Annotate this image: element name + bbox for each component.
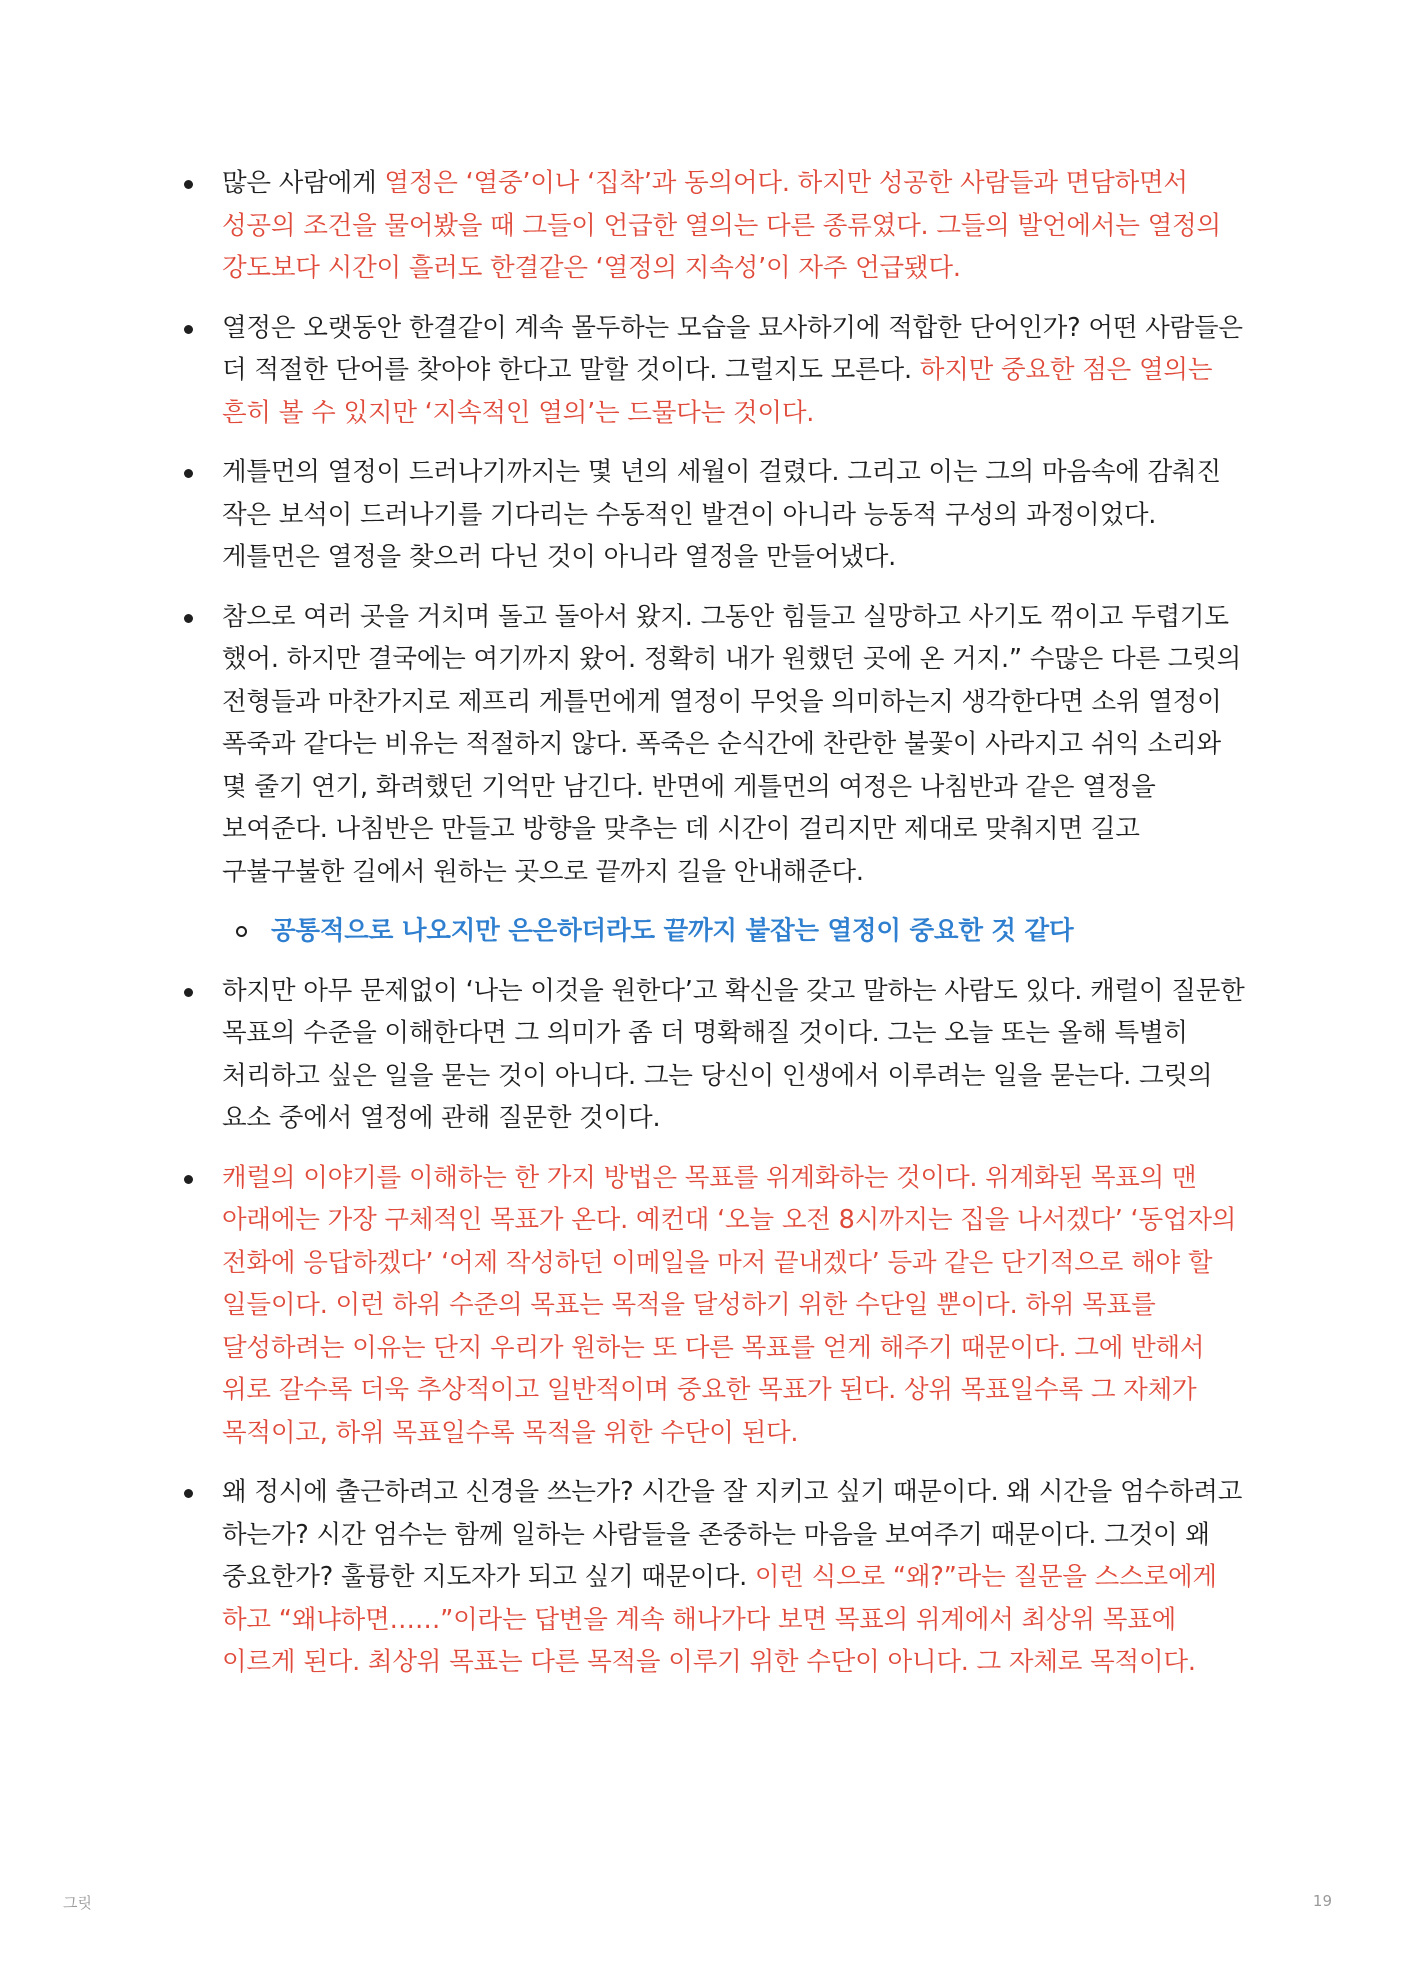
page-content — [170, 162, 1250, 1701]
bullet-list — [170, 162, 1250, 893]
page-number: 19 — [1312, 1892, 1332, 1910]
list-item — [170, 970, 1250, 1140]
highlighted-text: 열정은 ‘열중’이나 ‘집착’과 동의어다. 하지만 성공한 사람들과 면담하면서 성공의 조건을 물어봤을 때 그들이 언급한 열의는 다른 종류였다. 그들의 발언에서는 열정의 강도보다 시간이 흘러도 한결같은 ‘열정의 지속성’이 자주 언급됐다. — [222, 168, 1221, 283]
list-item — [170, 596, 1250, 894]
list-item — [170, 1157, 1250, 1455]
note-text: 공통적으로 나오지만 은은하더라도 끝까지 붙잡는 열정이 중요한 것 같다 — [271, 916, 1074, 946]
bullet-text: 하지만 아무 문제없이 ‘나는 이것을 원한다’고 확신을 갖고 말하는 사람도 있다. 캐럴이 질문한 목표의 수준을 이해한다면 그 의미가 좀 더 명확해질 것이다. 그는 오늘 또는 올해 특별히 처리하고 싶은 일을 묻는 것이 아니다. 그는 당신이 인생에서 이루려는 일을 묻는다. 그릿의 요소 중에서 열정에 관해 질문한 것이다. — [222, 975, 1245, 1133]
list-item — [170, 1471, 1250, 1684]
sub-list-item — [170, 910, 1250, 953]
list-item — [170, 162, 1250, 290]
bullet-text: 참으로 여러 곳을 거치며 돌고 돌아서 왔지. 그동안 힘들고 실망하고 사기도 꺾이고 두렵기도 했어. 하지만 결국에는 여기까지 왔어. 정확히 내가 원했던 곳에 온 거지.” 수많은 다른 그릿의 전형들과 마찬가지로 제프리 게틀먼에게 열정이 무엇을 의미하는지 생각한다면 소위 열정이 폭죽과 같다는 비유는 적절하지 않다. 폭죽은 순식간에 찬란한 불꽃이 사라지고 쉬익 소리와 몇 줄기 연기, 화려했던 기억만 남긴다. 반면에 게틀먼의 여정은 나침반과 같은 열정을 보여준다. 나침반은 만들고 방향을 맞추는 데 시간이 걸리지만 제대로 맞춰지면 길고 구불구불한 길에서 원하는 곳으로 끝까지 길을 안내해준다. — [222, 601, 1242, 887]
footer-book-title: 그릿 — [63, 1894, 92, 1912]
bullet-text: 많은 사람에게 — [222, 168, 385, 198]
highlighted-text: 캐럴의 이야기를 이해하는 한 가지 방법은 목표를 위계화하는 것이다. 위계화된 목표의 맨 아래에는 가장 구체적인 목표가 온다. 예컨대 ‘오늘 오전 8시까지는 집을 나서겠다’ ‘동업자의 전화에 응답하겠다’ ‘어제 작성하던 이메일을 마저 끝내겠다’ 등과 같은 단기적으로 해야 할 일들이다. 이런 하위 수준의 목표는 목적을 달성하기 위한 수단일 뿐이다. 하위 목표를 달성하려는 이유는 단지 우리가 원하는 또 다른 목표를 얻게 해주기 때문이다. 그에 반해서 위로 갈수록 더욱 추상적이고 일반적이며 중요한 목표가 된다. 상위 목표일수록 그 자체가 목적이고, 하위 목표일수록 목적을 위한 수단이 된다. — [222, 1162, 1237, 1448]
sub-list — [170, 910, 1250, 953]
highlighted-text: 이런 식으로 “왜?”라는 질문을 스스로에게 하고 “왜냐하면……”이라는 답변을 계속 해나가다 보면 목표의 위계에서 최상위 목표에 이르게 된다. 최상위 목표는 다른 목적을 이루기 위한 수단이 아니다. 그 자체로 목적이다. — [222, 1562, 1217, 1677]
bullet-text: 왜 정시에 출근하려고 신경을 쓰는가? 시간을 잘 지키고 싶기 때문이다. 왜 시간을 엄수하려고 하는가? 시간 엄수는 함께 일하는 사람들을 존중하는 마음을 보여주기 때문이다. 그것이 왜 중요한가? 훌륭한 지도자가 되고 싶기 때문이다. — [222, 1477, 1243, 1592]
bullet-text: 게틀먼의 열정이 드러나기까지는 몇 년의 세월이 걸렸다. 그리고 이는 그의 마음속에 감춰진 작은 보석이 드러나기를 기다리는 수동적인 발견이 아니라 능동적 구성의 과정이었다. 게틀먼은 열정을 찾으러 다닌 것이 아니라 열정을 만들어냈다. — [222, 457, 1221, 572]
highlighted-text: 하지만 중요한 점은 열의는 흔히 볼 수 있지만 ‘지속적인 열의’는 드물다는 것이다. — [222, 355, 1213, 428]
bullet-text: 열정은 오랫동안 한결같이 계속 몰두하는 모습을 묘사하기에 적합한 단어인가? 어떤 사람들은 더 적절한 단어를 찾아야 한다고 말할 것이다. 그럴지도 모른다. — [222, 312, 1243, 385]
list-item — [170, 451, 1250, 579]
list-item — [170, 307, 1250, 435]
bullet-list — [170, 970, 1250, 1684]
